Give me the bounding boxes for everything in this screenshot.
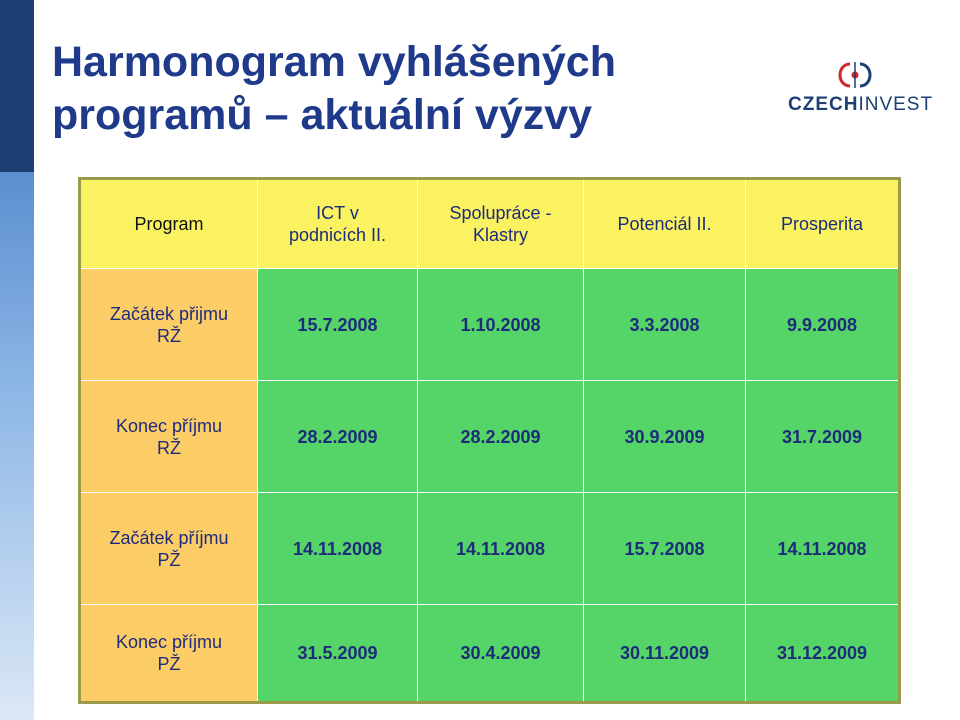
czechinvest-logo-icon [788,60,938,94]
row-label-cell [80,381,258,493]
table-cell: 30.4.2009 [418,605,584,703]
logo-wordmark [788,94,933,116]
logo-text-bold: CZECH [788,94,859,115]
row-label-line: PŽ [157,654,181,674]
table-cell: 30.11.2009 [584,605,746,703]
row-label-line: Začátek přijmu [109,303,229,324]
table-cell: 15.7.2008 [584,493,746,605]
table-row [80,605,900,703]
table-cell: 31.7.2009 [746,381,900,493]
table-cell: 1.10.2008 [418,269,584,381]
header-line: Potenciál II. [617,214,712,234]
header-line: Prosperita [780,214,864,234]
slide-title-line-2: programů – aktuální výzvy [52,91,593,139]
row-label-line: Konec příjmu [115,632,223,652]
table-cell: 28.2.2009 [418,381,584,493]
header-cell-potencial [584,179,746,269]
logo-text-light: INVEST [858,94,934,115]
table-row [80,493,900,605]
header-cell-klastry [418,179,584,269]
table-cell: 14.11.2008 [258,493,418,605]
row-label-line: RŽ [157,325,181,346]
header-cell-ict [258,179,418,269]
table-cell: 3.3.2008 [584,269,746,381]
header-line: Klastry [472,225,528,245]
row-label-line: PŽ [157,549,181,570]
table-cell: 28.2.2009 [258,381,418,493]
row-label-line: Konec příjmu [115,415,223,436]
table-cell: 14.11.2008 [418,493,584,605]
table-header-row [80,179,900,269]
schedule-table [78,177,901,704]
table-cell: 31.5.2009 [258,605,418,703]
table-cell: 30.9.2009 [584,381,746,493]
table-cell: 9.9.2008 [746,269,900,381]
slide-title-line-1: Harmonogram vyhlášených [52,38,616,86]
table-row [80,269,900,381]
row-label-line: Začátek příjmu [109,527,229,548]
czechinvest-logo [788,60,938,120]
row-label-cell [80,269,258,381]
header-cell-prosperita [746,179,900,269]
row-label-line: RŽ [157,437,181,458]
table-cell: 15.7.2008 [258,269,418,381]
header-line: ICT v [316,203,359,223]
table-row [80,381,900,493]
row-label-cell [80,493,258,605]
table-cell: 14.11.2008 [746,493,900,605]
header-line: podnicích II. [288,225,387,245]
header-line: Spolupráce - [449,203,552,223]
slide-title [52,36,616,142]
header-corner-cell: Program [80,179,258,269]
table-cell: 31.12.2009 [746,605,900,703]
row-label-cell [80,605,258,703]
left-accent-bar-top [0,0,34,172]
